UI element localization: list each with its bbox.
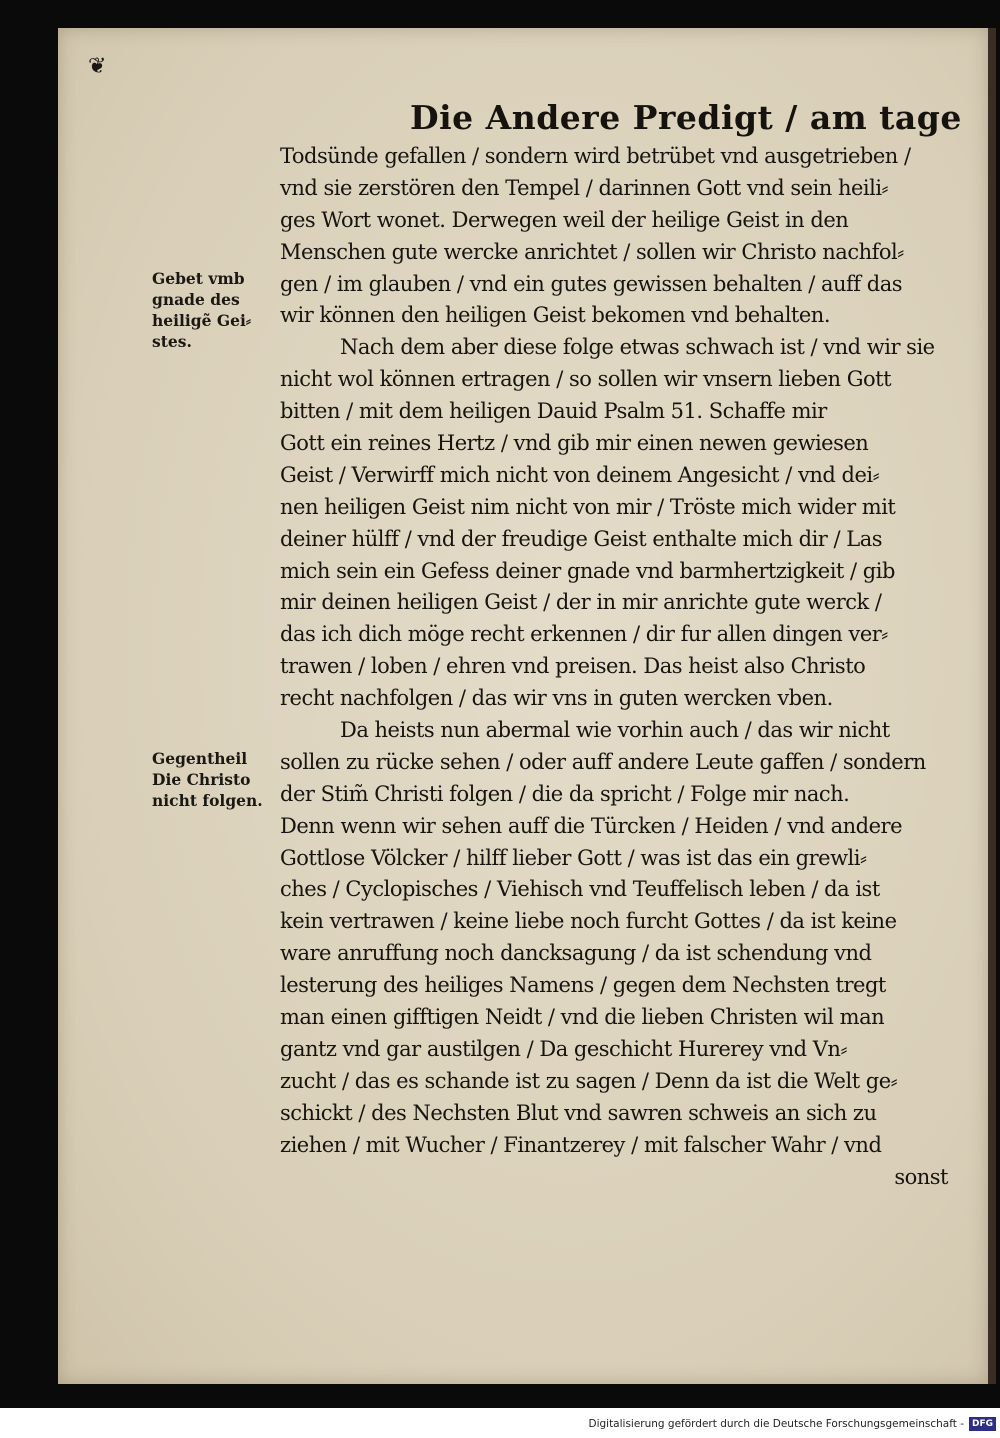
text-line: zucht / das es schande ist zu sagen / Denn da ist die Welt ge⸗ <box>280 1068 898 1093</box>
marginal-note-line: gnade des <box>152 290 240 309</box>
text-line: Gott ein reines Hertz / vnd gib mir einen newen gewiesen <box>280 431 869 456</box>
dfg-logo: DFG <box>969 1417 996 1431</box>
funding-credit: Digitalisierung gefördert durch die Deutsche Forschungsgemeinschaft - <box>588 1418 964 1430</box>
text-line: wir können den heiligen Geist bekomen vnd behalten. <box>280 303 830 328</box>
text-line: man einen gifftigen Neidt / vnd die lieben Christen wil man <box>280 1005 885 1030</box>
text-line: deiner hülff / vnd der freudige Geist enthalte mich dir / Las <box>280 526 883 551</box>
body-text <box>280 141 960 1193</box>
text-line: trawen / loben / ehren vnd preisen. Das heist also Christo <box>280 654 866 679</box>
text-line: Denn wenn wir sehen auff die Türcken / Heiden / vnd andere <box>280 813 903 838</box>
text-line: Nach dem aber diese folge etwas schwach ist / vnd wir sie <box>340 335 935 360</box>
text-line: kein vertrawen / keine liebe noch furcht Gottes / da ist keine <box>280 909 897 934</box>
footer-bar <box>0 1410 1000 1438</box>
text-line: nen heiligen Geist nim nicht von mir / Tröste mich wider mit <box>280 494 896 519</box>
text-line: mir deinen heiligen Geist / der in mir anrichte gute werck / <box>280 590 882 615</box>
marginal-note-line: heiligẽ Gei⸗ <box>152 311 252 330</box>
marginal-note-line: Gebet vmb <box>152 269 245 288</box>
text-line: recht nachfolgen / das wir vns in guten wercken vben. <box>280 686 833 711</box>
page-edge <box>988 28 996 1384</box>
text-line: nicht wol können ertragen / so sollen wir vnsern lieben Gott <box>280 367 892 392</box>
fleuron-icon: ❦ <box>88 54 107 79</box>
text-line: Geist / Verwirff mich nicht von deinem Angesicht / vnd dei⸗ <box>280 462 880 487</box>
text-line: der Stim̃ Christi folgen / die da spricht / Folge mir nach. <box>280 781 850 806</box>
text-line: ware anruffung noch dancksagung / da ist schendung vnd <box>280 941 872 966</box>
text-line: gen / im glauben / vnd ein gutes gewissen behalten / auff das <box>280 271 902 296</box>
marginal-note-line: Gegentheil <box>152 749 248 768</box>
marginal-note <box>152 748 284 811</box>
marginal-note-line: stes. <box>152 332 192 351</box>
text-line: sollen zu rücke sehen / oder auff andere Leute gaffen / sondern <box>280 749 926 774</box>
text-line: Menschen gute wercke anrichtet / sollen wir Christo nachfol⸗ <box>280 239 904 264</box>
text-line: lesterung des heiliges Namens / gegen dem Nechsten tregt <box>280 973 886 998</box>
text-line: ches / Cyclopisches / Viehisch vnd Teuffelisch leben / da ist <box>280 877 880 902</box>
text-line: gantz vnd gar austilgen / Da geschicht Hurerey vnd Vn⸗ <box>280 1036 847 1061</box>
marginal-note-line: Die Christo <box>152 770 251 789</box>
text-line: mich sein ein Gefess deiner gnade vnd barmhertzigkeit / gib <box>280 558 895 583</box>
text-line: ziehen / mit Wucher / Finantzerey / mit falscher Wahr / vnd <box>280 1132 882 1157</box>
text-line: Da heists nun abermal wie vorhin auch / das wir nicht <box>340 718 890 743</box>
marginal-note-line: nicht folgen. <box>152 791 263 810</box>
running-head: Die Andere Predigt / am tage <box>410 98 962 137</box>
text-line: schickt / des Nechsten Blut vnd sawren schweis an sich zu <box>280 1100 877 1125</box>
catchword: sonst <box>894 1164 948 1189</box>
text-line: das ich dich möge recht erkennen / dir fur allen dingen ver⸗ <box>280 622 888 647</box>
text-line: vnd sie zerstören den Tempel / darinnen Gott vnd sein heili⸗ <box>280 175 889 200</box>
text-line: Todsünde gefallen / sondern wird betrübet vnd ausgetrieben / <box>280 144 911 168</box>
text-line: Gottlose Völcker / hilff lieber Gott / was ist das ein grewli⸗ <box>280 845 867 870</box>
text-line: ges Wort wonet. Derwegen weil der heilige Geist in den <box>280 207 849 232</box>
marginal-note <box>152 268 284 352</box>
text-line: bitten / mit dem heiligen Dauid Psalm 51. Schaffe mir <box>280 399 827 424</box>
